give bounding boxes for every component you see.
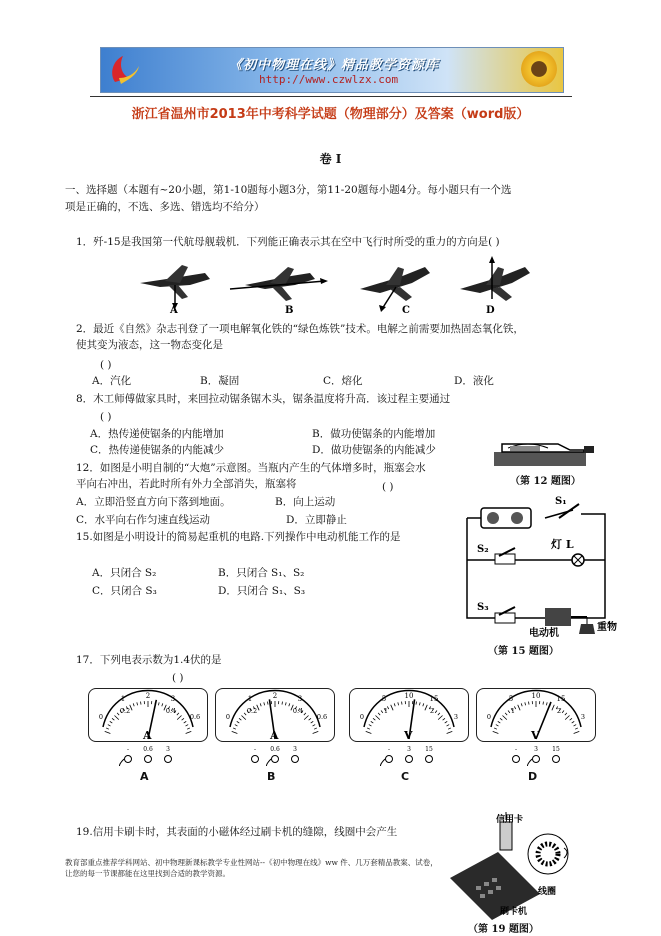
site-logo-icon bbox=[107, 52, 141, 88]
meter-terminal-label: - bbox=[126, 746, 130, 753]
meter-bottom-tick-label: 0 bbox=[486, 713, 492, 721]
meter-top-tick-label: 15 bbox=[429, 695, 439, 703]
question-2-paren: ( ) bbox=[100, 359, 112, 371]
meter-top-tick-label: 2 bbox=[145, 692, 151, 700]
meter-top-tick-label: 5 bbox=[381, 695, 387, 703]
weight-label: 重物 bbox=[597, 622, 617, 633]
section-heading: 卷 I bbox=[319, 152, 342, 166]
meter-dial-icon bbox=[350, 689, 468, 741]
weight-icon bbox=[579, 617, 595, 634]
lamp-icon bbox=[572, 554, 584, 566]
meter-top-tick-label: 1 bbox=[247, 695, 253, 703]
q12-option-d: D．立即静止 bbox=[286, 514, 347, 526]
meter-c bbox=[349, 688, 469, 742]
q19-caption: （第 19 题图） bbox=[468, 924, 539, 935]
meter-terminals-icon bbox=[245, 744, 305, 766]
coil-label: 线圈 bbox=[538, 887, 557, 897]
meter-bottom-tick-label: 0.6 bbox=[189, 713, 201, 721]
instructions-line-1: 一、选择题（本题有~20小题，第1-10题每小题3分，第11-20题每小题4分。每小题只有一个选 bbox=[65, 184, 512, 196]
question-2-line-2: 使其变为液态，这一物态变化是 bbox=[76, 339, 223, 351]
question-17-text: 17．下列电表示数为1.4伏的是 bbox=[76, 654, 222, 666]
q2-option-c: C．熔化 bbox=[323, 375, 363, 387]
meter-bottom-tick-label: 3 bbox=[580, 713, 586, 721]
meter-d bbox=[476, 688, 596, 742]
header-divider bbox=[90, 96, 572, 97]
meter-terminal-label: 3 bbox=[293, 746, 297, 753]
q15-circuit-figure bbox=[455, 490, 625, 638]
meter-top-tick-label: 3 bbox=[297, 695, 303, 703]
aircraft-a-icon bbox=[140, 265, 210, 309]
aircraft-c-icon bbox=[360, 267, 430, 312]
question-12-line-2: 平向右冲出，若此时所有外力全部消失，瓶塞将 bbox=[76, 478, 297, 490]
motor-label: 电动机 bbox=[529, 628, 559, 638]
meter-b bbox=[215, 688, 335, 742]
switch-s2-icon bbox=[495, 548, 515, 564]
q15-option-b: B．只闭合 S₁、S₂ bbox=[218, 567, 305, 579]
meter-bottom-tick-label: 0 bbox=[225, 713, 231, 721]
sunflower-icon bbox=[521, 51, 557, 87]
meter-terminal-label: 15 bbox=[552, 746, 560, 753]
q12-bottle-cannon-figure bbox=[488, 436, 603, 470]
aircraft-b-icon bbox=[230, 267, 328, 301]
s1-label: S₁ bbox=[555, 496, 567, 507]
battery-icon bbox=[481, 508, 531, 528]
question-1-text: 1．歼-15是我国第一代航母舰载机．下列能正确表示其在空中飞行时所受的重力的方向是( ) bbox=[76, 236, 500, 248]
meter-bottom-tick-label: 0 bbox=[98, 713, 104, 721]
meter-terminal-label: - bbox=[387, 746, 391, 753]
meter-bottom-tick-label: 0.4 bbox=[292, 707, 304, 715]
meter-top-tick-label: 15 bbox=[556, 695, 566, 703]
meter-terminal-label: 3 bbox=[534, 746, 538, 753]
header-banner bbox=[100, 47, 564, 93]
question-2-line-1: 2．最近《自然》杂志刊登了一项电解氧化铁的“绿色炼铁”技术。电解之前需要加热固态氧化铁， bbox=[76, 323, 524, 335]
meter-a bbox=[88, 688, 208, 742]
coil-icon bbox=[528, 834, 568, 874]
meter-terminal-label: 0.6 bbox=[270, 746, 280, 753]
page-title: 浙江省温州市2013年中考科学试题（物理部分）及答案（word版） bbox=[131, 107, 530, 122]
meter-terminals-icon bbox=[506, 744, 566, 766]
meter-dial-icon bbox=[477, 689, 595, 741]
q1-aircraft-figure bbox=[120, 255, 540, 315]
meter-option-label: B bbox=[267, 770, 276, 783]
q8-option-d: D．做功使锯条的内能减少 bbox=[312, 444, 436, 456]
q8-option-b: B．做功使锯条的内能增加 bbox=[312, 428, 436, 440]
meter-unit: A bbox=[143, 729, 152, 741]
question-8-text: 8．木工师傅做家具时，来回拉动锯条锯木头，锯条温度将升高．该过程主要通过 bbox=[76, 393, 451, 405]
lamp-label: 灯 L bbox=[551, 538, 574, 551]
meter-terminal-label: 15 bbox=[425, 746, 433, 753]
meter-bottom-tick-label: 1 bbox=[383, 707, 389, 715]
meter-terminal-label: - bbox=[253, 746, 257, 753]
q8-option-a: A．热传递使锯条的内能增加 bbox=[90, 428, 224, 440]
meter-bottom-tick-label: 2 bbox=[429, 707, 435, 715]
banner-url[interactable]: http://www.czwlzx.com bbox=[259, 73, 399, 86]
instructions-line-2: 项是正确的，不选、多选、错选均不给分） bbox=[65, 201, 265, 213]
switch-s3-icon bbox=[495, 607, 515, 623]
meter-terminal-label: 3 bbox=[407, 746, 411, 753]
meter-top-tick-label: 3 bbox=[170, 695, 176, 703]
meter-bottom-tick-label: 0.6 bbox=[316, 713, 328, 721]
q12-option-a: A．立即沿竖直方向下落到地面。 bbox=[76, 496, 231, 508]
meter-option-label: D bbox=[528, 770, 538, 783]
aircraft-d-icon bbox=[460, 256, 530, 301]
q2-option-b: B．凝固 bbox=[200, 375, 240, 387]
meter-terminals-icon bbox=[118, 744, 178, 766]
meter-option-label: A bbox=[140, 770, 149, 783]
q12-option-b: B．向上运动 bbox=[275, 496, 336, 508]
meter-top-tick-label: 10 bbox=[404, 692, 414, 700]
q8-option-c: C．热传递使锯条的内能减少 bbox=[90, 444, 225, 456]
q2-option-d: D．液化 bbox=[454, 375, 494, 387]
q15-option-c: C．只闭合 S₃ bbox=[92, 585, 157, 597]
meter-unit: V bbox=[531, 729, 540, 741]
meter-top-tick-label: 1 bbox=[120, 695, 126, 703]
question-12-paren: ( ) bbox=[382, 481, 394, 493]
question-15-text: 15.如图是小明设计的简易起重机的电路.下列操作中电动机能工作的是 bbox=[76, 531, 401, 543]
meter-terminals-icon bbox=[379, 744, 439, 766]
meter-terminal-label: 3 bbox=[166, 746, 170, 753]
question-17-paren: ( ) bbox=[172, 672, 184, 684]
meter-top-tick-label: 2 bbox=[272, 692, 278, 700]
meter-terminal-label: 0.6 bbox=[143, 746, 153, 753]
q12-option-c: C．水平向右作匀速直线运动 bbox=[76, 514, 211, 526]
card-label: 信用卡 bbox=[496, 815, 524, 825]
meter-unit: V bbox=[404, 729, 413, 741]
meter-top-tick-label: 5 bbox=[508, 695, 514, 703]
meter-top-tick-label: 10 bbox=[531, 692, 541, 700]
q15-caption: （第 15 题图） bbox=[488, 646, 559, 657]
q1-label-b: B bbox=[285, 305, 294, 315]
meter-terminal-label: - bbox=[514, 746, 518, 753]
q12-caption: （第 12 题图） bbox=[510, 476, 581, 487]
q1-label-c: C bbox=[402, 305, 410, 315]
meter-bottom-tick-label: 1 bbox=[510, 707, 516, 715]
meter-unit: A bbox=[270, 729, 279, 741]
meter-bottom-tick-label: 2 bbox=[556, 707, 562, 715]
meter-bottom-tick-label: 0.4 bbox=[165, 707, 177, 715]
question-19-text: 19.信用卡刷卡时，其表面的小磁体经过刷卡机的缝隙，线圈中会产生 bbox=[76, 826, 398, 838]
motor-icon bbox=[545, 608, 587, 626]
banner-title: 《初中物理在线》精品教学资源库 bbox=[229, 58, 440, 73]
meter-dial-icon bbox=[216, 689, 334, 741]
meter-dial-icon bbox=[89, 689, 207, 741]
machine-label: 刷卡机 bbox=[500, 907, 528, 917]
question-8-paren: ( ) bbox=[100, 411, 112, 423]
q15-option-d: D．只闭合 S₁、S₃ bbox=[218, 585, 306, 597]
s2-label: S₂ bbox=[477, 544, 489, 555]
meter-bottom-tick-label: 0.2 bbox=[119, 707, 131, 715]
q1-label-a: A bbox=[170, 305, 178, 315]
q2-option-a: A．汽化 bbox=[92, 375, 132, 387]
meter-option-label: C bbox=[401, 770, 410, 783]
q15-option-a: A．只闭合 S₂ bbox=[92, 567, 157, 579]
footer-note: 教育部重点推荐学科网站、初中物理新课标教学专业性网站--《初中物理在线》ww 件、几万套精品教案、试卷，让您的每一节课都能在这里找到合适的教学资源。 bbox=[65, 858, 438, 878]
s3-label: S₃ bbox=[477, 602, 489, 613]
q1-label-d: D bbox=[486, 305, 495, 315]
q19-card-reader-figure bbox=[440, 808, 600, 936]
meter-bottom-tick-label: 3 bbox=[453, 713, 459, 721]
question-12-line-1: 12．如图是小明自制的“大炮”示意图。当瓶内产生的气体增多时，瓶塞会水 bbox=[76, 462, 426, 474]
meter-bottom-tick-label: 0 bbox=[359, 713, 365, 721]
meter-bottom-tick-label: 0.2 bbox=[246, 707, 258, 715]
